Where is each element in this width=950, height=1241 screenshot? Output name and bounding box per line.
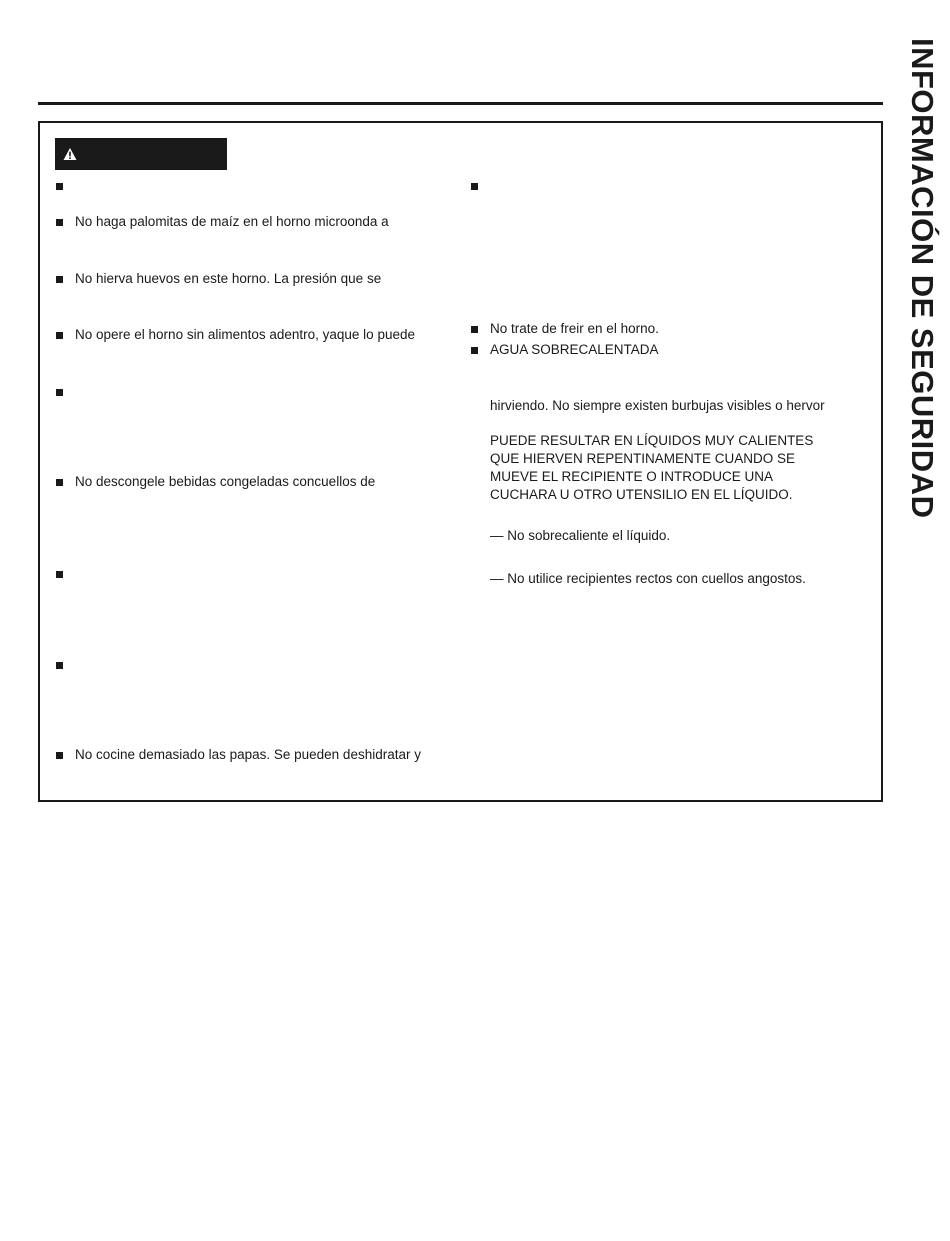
bullet-icon [56, 219, 63, 226]
list-item-text: AGUA SOBRECALENTADA [490, 342, 659, 357]
caps-warning-block [490, 432, 813, 504]
caps-line: PUEDE RESULTAR EN LÍQUIDOS MUY CALIENTES [490, 433, 814, 448]
caps-line: MUEVE EL RECIPIENTE O INTRODUCE UNA [490, 469, 774, 484]
section-side-title: INFORMACIÓN DE SEGURIDAD [905, 38, 940, 519]
list-item-text: No cocine demasiado las papas. Se pueden deshidratar y [75, 747, 421, 762]
warning-triangle-icon [63, 147, 77, 161]
bullet-icon [56, 662, 63, 669]
bullet-icon [56, 752, 63, 759]
list-item-text: No trate de freir en el horno. [490, 321, 659, 336]
bullet-icon [56, 389, 63, 396]
bullet-icon [471, 326, 478, 333]
paragraph-text: hirviendo. No siempre existen burbujas visibles o hervor [490, 398, 825, 413]
warning-banner [55, 138, 227, 170]
bullet-icon [471, 347, 478, 354]
caps-line: QUE HIERVEN REPENTINAMENTE CUANDO SE [490, 451, 796, 466]
top-rule [38, 102, 883, 105]
list-item-text: No opere el horno sin alimentos adentro, yaque lo puede [75, 327, 415, 342]
list-item-text: No hierva huevos en este horno. La presión que se [75, 271, 382, 286]
bullet-icon [56, 479, 63, 486]
bullet-icon [56, 571, 63, 578]
list-item-text: No haga palomitas de maíz en el horno microonda a [75, 214, 389, 229]
dash-instruction: — No utilice recipientes rectos con cuellos angostos. [490, 571, 806, 586]
warning-box [38, 121, 883, 802]
bullet-icon [471, 183, 478, 190]
caps-line: CUCHARA U OTRO UTENSILIO EN EL LÍQUIDO. [490, 487, 793, 502]
bullet-icon [56, 332, 63, 339]
list-item-text: No descongele bebidas congeladas concuellos de [75, 474, 376, 489]
dash-instruction: — No sobrecaliente el líquido. [490, 528, 671, 543]
bullet-icon [56, 276, 63, 283]
bullet-icon [56, 183, 63, 190]
